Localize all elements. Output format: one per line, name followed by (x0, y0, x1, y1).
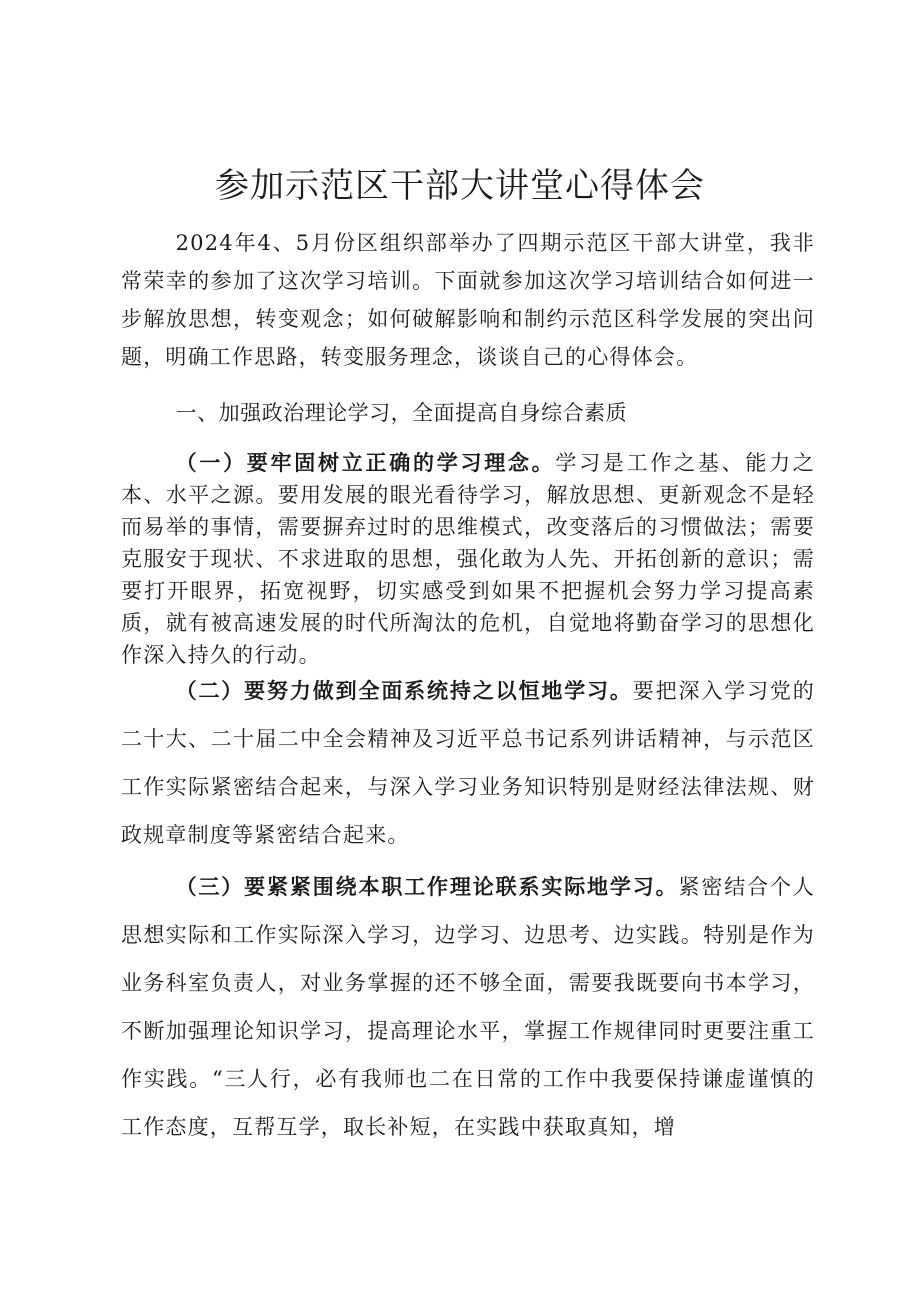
section-heading: 一、加强政治理论学习，全面提高自身综合素质 (175, 401, 628, 425)
item-lead-3: （三）要紧紧围绕本职工作理论联系实际地学习。 (175, 875, 679, 899)
item-lead-1: （一）要牢固树立正确的学习理念。 (175, 451, 556, 475)
item-paragraph-2 (121, 667, 815, 859)
item-body-3: 紧密结合个人思想实际和工作实际深入学习，边学习、边思考、边实践。特别是作为业务科室负责人，对业务掌握的还不够全面，需要我既要向书本学习，不断加强理论知识学习，提高理论水平，掌握工作规律同时更要注重工作实践。“三人行，必有我师也二在日常的工作中我要保持谦虚谨慎的工作态度，互帮互学，取长补短，在实践中获取真知，增 (121, 875, 815, 1139)
item-body-2: 要把深入学习党的二十大、二十届二中全会精神及习近平总书记系列讲话精神，与示范区工作实际紧密结合起来，与深入学习业务知识特别是财经法律法规、财政规章制度等紧密结合起来。 (121, 679, 815, 847)
item-body-1: 学习是工作之基、能力之本、水平之源。要用发展的眼光看待学习，解放思想、更新观念不是轻而易举的事情，需要摒弃过时的思维模式，改变落后的习惯做法；需要克服安于现状、不求进取的思想，强化敢为人先、开拓创新的意识；需要打开眼界，拓宽视野，切实感受到如果不把握机会努力学习提高素质，就有被高速发展的时代所淘汰的危机，自觉地将勤奋学习的思想化作深入持久的行动。 (121, 451, 816, 667)
item-paragraph-3 (121, 863, 815, 1151)
intro-paragraph: 2024年4、5月份区组织部举办了四期示范区干部大讲堂，我非常荣幸的参加了这次学习培训。下面就参加这次学习培训结合如何进一步解放思想，转变观念；如何破解影响和制约示范区科学发展的突出问题，明确工作思路，转变服务理念，谈谈自己的心得体会。 (121, 231, 815, 369)
document-title: 参加示范区干部大讲堂心得体会 (215, 166, 705, 206)
item-lead-2: （二）要努力做到全面系统持之以恒地学习。 (175, 679, 633, 703)
item-paragraph-1 (121, 447, 815, 671)
